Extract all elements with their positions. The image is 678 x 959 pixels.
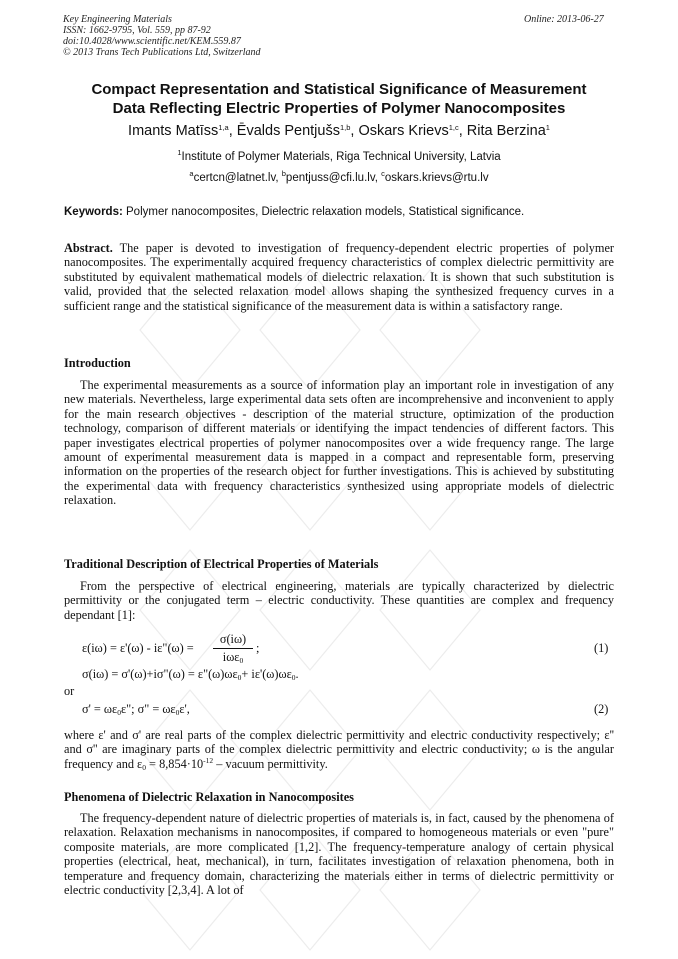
where-text: where ε' and σ' are real parts of the complex dielectric permittivity and electric conductivity respectively; ε'' and σ'' are imaginary parts of the complex dielectric permittivity and electric conductivity; ω is the angular frequency and $\varepsilon_0 = 8,854\cdot 10^{-12}$ – vacuum permittivity. xyxy=(64,728,614,772)
traditional-text: From the perspective of electrical engineering, materials are typically characterized by dielectric permittivity or the conjugated term – electric conductivity. These quantities are complex and frequency dependant [1]: xyxy=(64,579,614,622)
journal-issn: ISSN: 1662-9795, Vol. 559, pp 87-92 xyxy=(63,25,211,36)
paper-title xyxy=(40,80,638,118)
fraction-bar xyxy=(213,648,253,649)
author-sup: 1,b xyxy=(339,123,351,132)
section-heading-phenomena: Phenomena of Dielectric Relaxation in Nanocomposites xyxy=(64,790,354,804)
email-sup: b xyxy=(281,169,286,178)
author-name: Rita Berzina xyxy=(466,123,546,139)
section-heading-introduction: Introduction xyxy=(64,356,131,370)
email-sup: c xyxy=(381,169,385,178)
affiliation-text: Institute of Polymer Materials, Riga Technical University, Latvia xyxy=(181,151,501,163)
equation-1-line-2: σ(iω) = σ'(ω)+iσ"(ω) = $\varepsilon"(\omega)\omega\varepsilon_0+ i\varepsilon'(\omega)\omega\varepsilon_0$. xyxy=(82,667,299,682)
author-sup: 1 xyxy=(545,123,550,132)
journal-doi: doi:10.4028/www.scientific.net/KEM.559.87 xyxy=(63,36,241,47)
author-sup: 1,c xyxy=(448,123,459,132)
equation-1-line-1: ε(iω) = ε'(ω) - iε"(ω) = xyxy=(82,641,194,655)
email-link[interactable]: certcn@latnet.lv xyxy=(193,172,276,184)
author-sup: 1,a xyxy=(218,123,229,132)
title-line-1: Compact Representation and Statistical Significance of Measurement xyxy=(91,81,587,98)
or-text: or xyxy=(64,684,75,698)
equation-1-number: (1) xyxy=(594,641,609,655)
equation-1-semicolon: ; xyxy=(256,641,260,655)
author-name: Ēvalds Pentjušs xyxy=(236,123,340,139)
title-line-2: Data Reflecting Electric Properties of Polymer Nanocomposites xyxy=(112,100,566,117)
journal-copyright: © 2013 Trans Tech Publications Ltd, Switzerland xyxy=(63,47,261,58)
email-link[interactable]: pentjuss@cfi.lu.lv xyxy=(285,172,375,184)
online-date: Online: 2013-06-27 xyxy=(524,14,604,25)
keywords-label: Keywords: xyxy=(64,206,123,218)
keywords xyxy=(64,205,624,220)
equation-1-numerator: σ(iω) xyxy=(219,632,247,646)
email-sup: a xyxy=(189,169,194,178)
introduction-text: The experimental measurements as a source of information play an important role in investigation of any new materials. Nevertheless, large experimental data sets often are incomprehensive and inconvenient to apply for the main research objectives - description of the material structure, optimization of the production technology, comparison of different materials or identifying the impact tendencies of different factors. This paper investigates electrical properties of polymer nanocomposites over a wide frequency range. The large amount of experimental measurement data is mapped in a compact and representable form, preserving information on the properties of the research object for further investigations. This is achieved by substituting the experimental data with frequency characteristics synthesized using appropriate models of dielectric relaxation. xyxy=(64,378,614,508)
affiliation xyxy=(40,149,638,165)
affiliation-sup: 1 xyxy=(177,148,182,157)
equation-1-denominator: iωε$_0$ xyxy=(222,650,244,665)
equation-2-number: (2) xyxy=(594,702,609,716)
author-list: Imants Matīss$^{1,a}$, Ēvalds Pentjušs$^{1,b}$, Oskars Krievs$^{1,c}$, Rita Berzina$^1$ xyxy=(128,123,550,139)
abstract xyxy=(64,241,614,313)
author-name: Oskars Krievs xyxy=(358,123,449,139)
phenomena-text: The frequency-dependent nature of dielectric properties of materials is, in fact, caused by the phenomena of relaxation. Relaxation mechanisms in nanocomposites, if compared to homogeneous materials or even "pure" composite materials, are more complicated [1,2]. The frequency-temperature analogy of certain physical properties (electrical, heat, mechanical), in turn, facilitates investigation of relaxation phenomena, both in temperature and frequency domain, characterizing the materials either in terms of dielectric permittivity or electric conductivity [2,3,4]. A lot of xyxy=(64,811,614,898)
journal-name: Key Engineering Materials xyxy=(63,14,172,25)
keywords-text: Polymer nanocomposites, Dielectric relaxation models, Statistical significance. xyxy=(126,206,525,218)
abstract-text: The paper is devoted to investigation of frequency-dependent electric properties of polymer nanocomposites. The experimentally acquired frequency characteristics of complex dielectric permittivity are substituted by equivalent mathematical models of dielectric relaxation. It is shown that such substitution is valid, provided that the selected relaxation model allows shaping the synthesized frequency curves in a sufficient range and the statistical significance of the measurement data is within a satisfactory range. xyxy=(64,241,614,313)
section-heading-traditional: Traditional Description of Electrical Properties of Materials xyxy=(64,557,379,571)
journal-header xyxy=(63,14,261,58)
author-name: Imants Matīss xyxy=(128,123,219,139)
email-link[interactable]: oskars.krievs@rtu.lv xyxy=(384,172,489,184)
email-list: $^a$certcn@latnet.lv, $^b$pentjuss@cfi.lu.lv, $^c$oskars.krievs@rtu.lv xyxy=(189,169,489,184)
equation-2: $\sigma' = \omega\varepsilon_0\varepsilon$"; σ" = $\omega\varepsilon_0\varepsilon'$, xyxy=(82,702,190,717)
abstract-label: Abstract. xyxy=(64,241,113,255)
